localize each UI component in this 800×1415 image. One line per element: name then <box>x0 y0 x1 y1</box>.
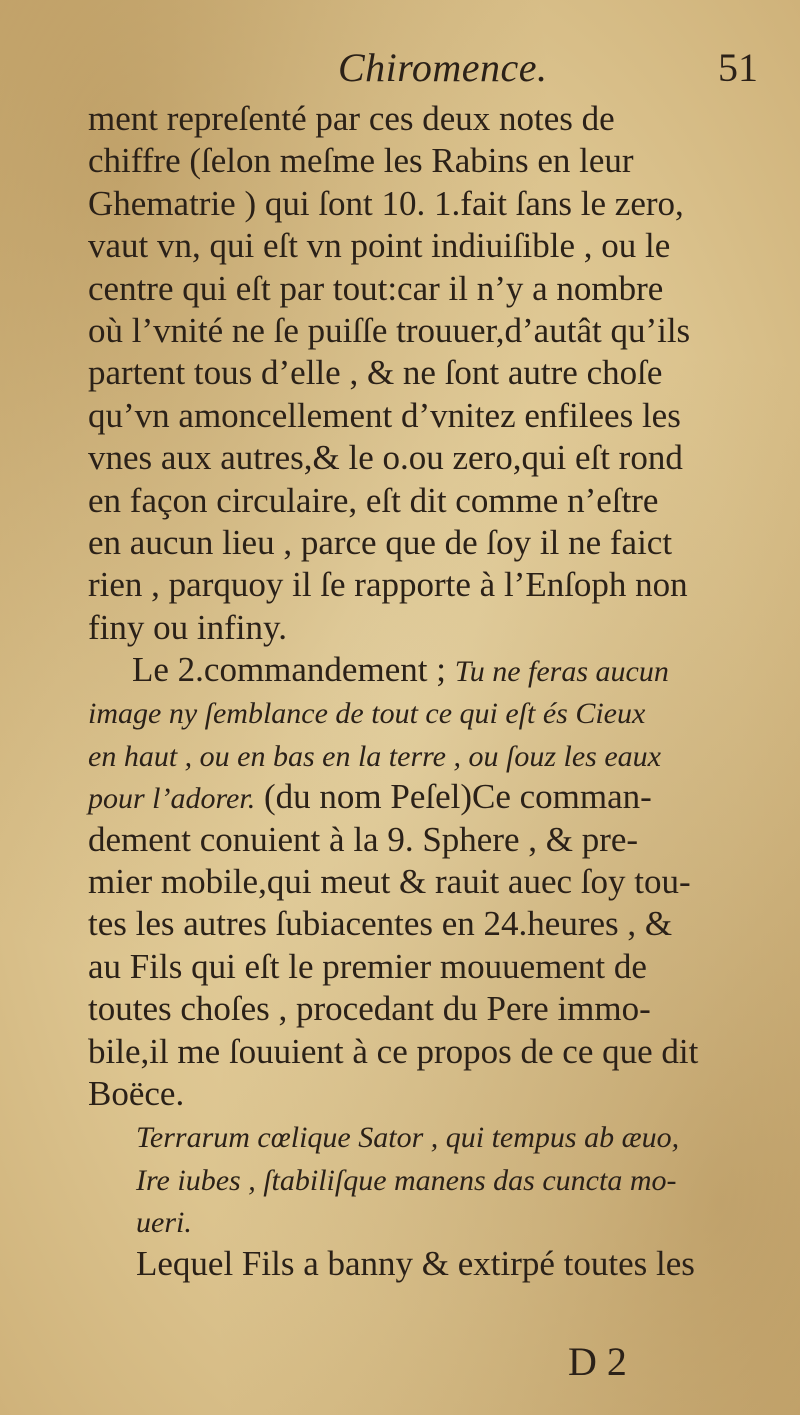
text-line: rien , parquoy il ſe rapporte à l’Enſoph non <box>88 565 688 605</box>
text-line: vaut vn, qui eſt vn point indiuiſible , ou le <box>88 226 671 266</box>
roman-text: (du nom Peſel)Ce comman- <box>255 777 652 817</box>
italic-text: pour l’adorer. <box>88 782 256 816</box>
verse-text: Ire iubes , ſtabiliſque manens das cuncta mo- <box>136 1163 677 1197</box>
commandment-line <box>88 691 778 733</box>
signature-mark: D 2 <box>568 1339 627 1384</box>
running-head: Chiromence. <box>338 45 548 90</box>
text-line: qu’vn amoncellement d’vnitez enfilees les <box>88 395 681 435</box>
text-line: vnes aux autres,& le o.ou zero,qui eſt rond <box>88 438 683 478</box>
text-line: ment repreſenté par ces deux notes de <box>88 99 615 138</box>
text-line: où l’vnité ne ſe puiſſe trouuer,d’autât qu’ils <box>88 310 691 350</box>
page-number: 51 <box>718 45 758 90</box>
page-header <box>0 44 800 94</box>
closing-line: Lequel Fils a banny & extirpé toutes les <box>136 1243 695 1283</box>
text-line: mier mobile,qui meut & rauit auec ſoy tou- <box>88 862 691 902</box>
text-line: dement conuient à la 9. Sphere , & pre- <box>88 819 639 859</box>
text-line: Boëce. <box>88 1073 185 1113</box>
text-line: bile,il me ſouuient à ce propos de ce que dit <box>88 1031 699 1071</box>
commandment-line <box>88 649 778 691</box>
text-line: finy ou infiny. <box>88 607 287 647</box>
verse-text: Terrarum cœlique Sator , qui tempus ab æuo, <box>136 1121 680 1155</box>
italic-text: en haut , ou en bas en la terre , ou ſouz les eaux <box>88 739 661 773</box>
text-line: en façon circulaire, eſt dit comme n’eſtre <box>88 480 659 520</box>
verse-line <box>88 1200 778 1242</box>
text-line: partent tous d’elle , & ne ſont autre choſe <box>88 353 663 393</box>
text-line: en aucun lieu , parce que de ſoy il ne faict <box>88 522 673 562</box>
text-line: Ghematrie ) qui ſont 10. 1.fait ſans le zero, <box>88 183 684 223</box>
italic-text: Tu ne feras aucun <box>454 655 669 689</box>
verse-line <box>88 1158 778 1200</box>
italic-text: image ny ſemblance de tout ce qui eſt és Cieux <box>88 697 646 731</box>
commandment-line <box>88 734 778 776</box>
text-line: au Fils qui eſt le premier mouuement de <box>88 946 647 986</box>
text-line: tes les autres ſubiacentes en 24.heures , & <box>88 904 673 944</box>
text-line: toutes choſes , procedant du Pere immo- <box>88 989 651 1029</box>
verse-line <box>88 1115 778 1157</box>
text-line: chiffre (ſelon meſme les Rabins en leur <box>88 141 634 181</box>
commandment-line <box>88 776 778 818</box>
body-text <box>88 98 778 1285</box>
text-line: centre qui eſt par tout:car il n’y a nombre <box>88 268 664 308</box>
verse-text: ueri. <box>136 1206 192 1240</box>
roman-text: Le 2.commandement ; <box>132 650 455 690</box>
